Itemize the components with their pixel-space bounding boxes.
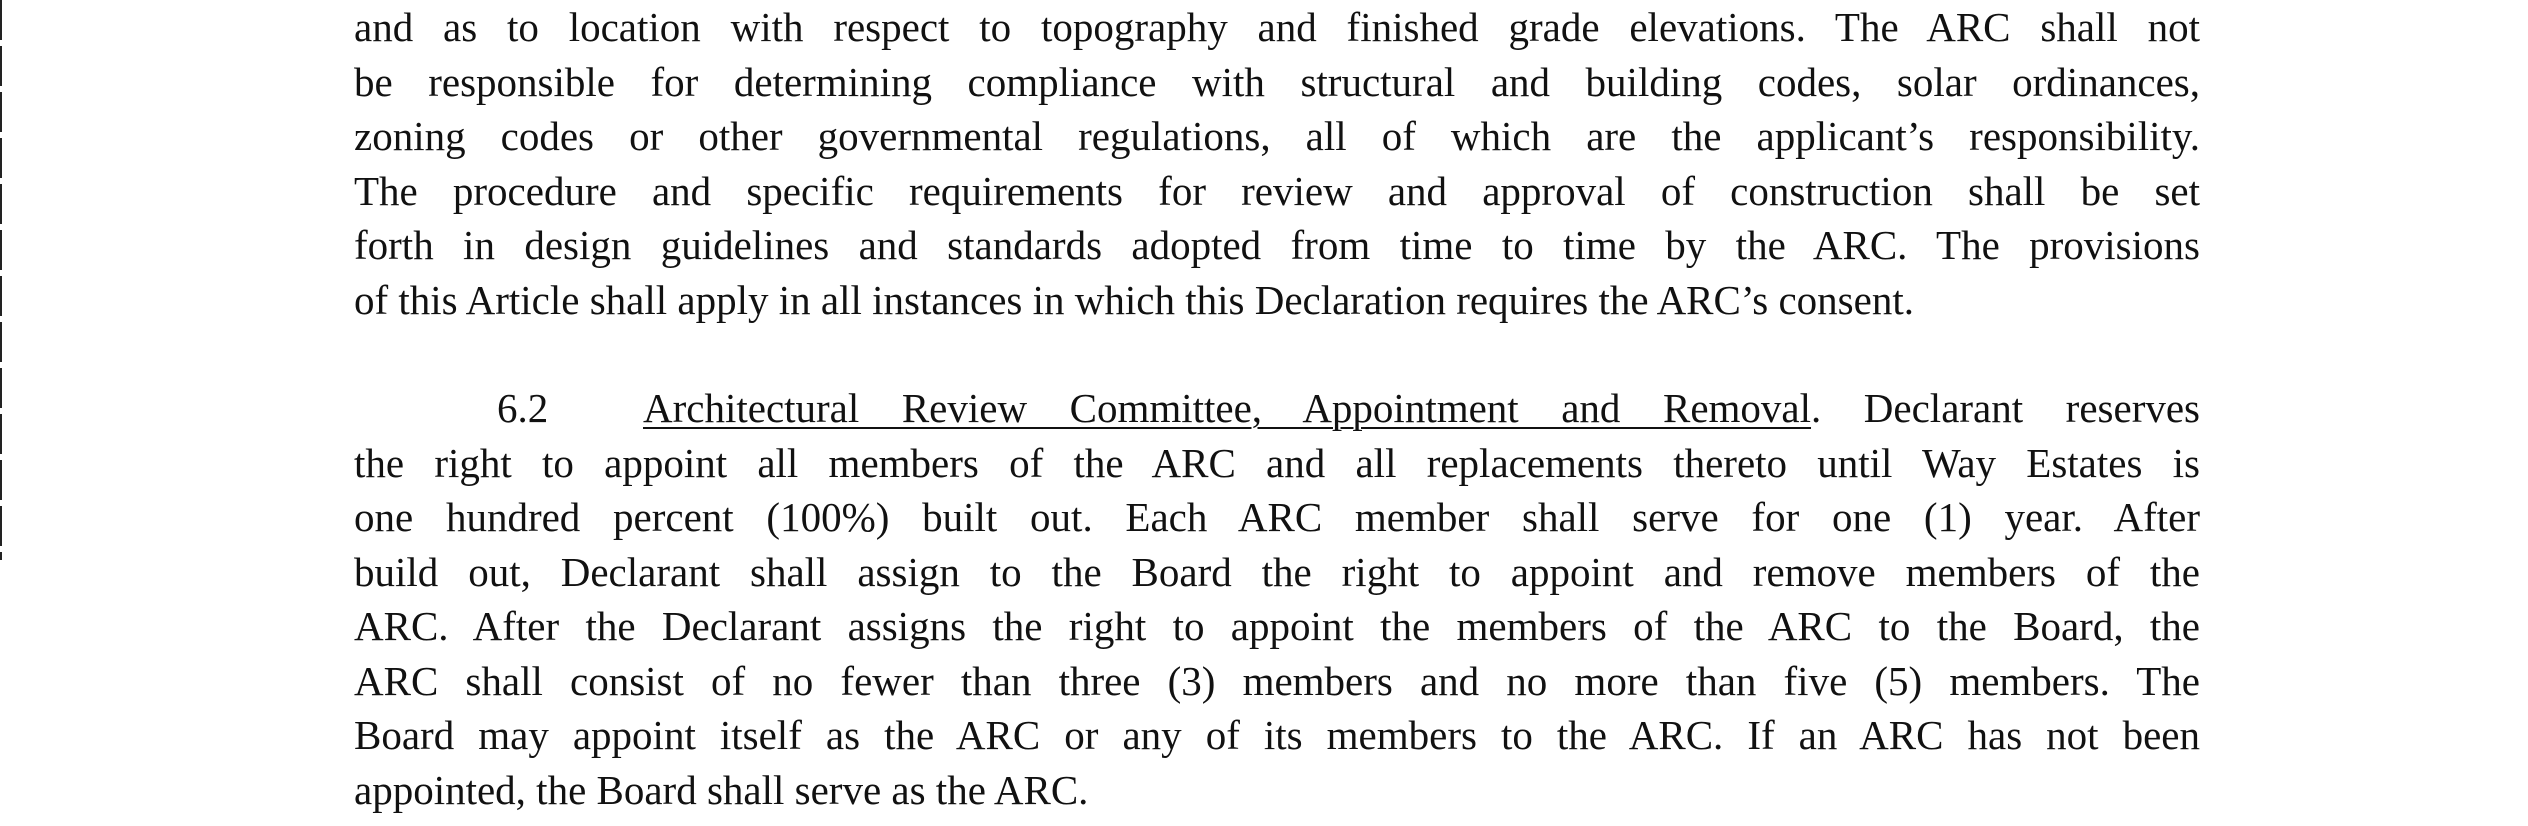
section-line: build out, Declarant shall assign to the Board the right to appoint and remove members of the bbox=[354, 548, 2200, 595]
paragraph-line: and as to location with respect to topography and finished grade elevations. The ARC shall not bbox=[354, 4, 2200, 50]
section-line: one hundred percent (100%) built out. Each ARC member shall serve for one (1) year. After bbox=[354, 494, 2200, 540]
document-body bbox=[354, 0, 2200, 817]
paragraph-spacer bbox=[354, 327, 2200, 381]
left-margin-rule bbox=[0, 0, 2, 560]
section-heading-line bbox=[354, 381, 2200, 436]
paragraph-line: forth in design guidelines and standards adopted from time to time by the ARC. The provisions bbox=[354, 222, 2200, 268]
section-line: ARC shall consist of no fewer than three (3) members and no more than five (5) members. The bbox=[354, 657, 2200, 704]
paragraph-line: zoning codes or other governmental regulations, all of which are the applicant’s responsibility. bbox=[354, 113, 2200, 159]
section-line: ARC. After the Declarant assigns the right to appoint the members of the ARC to the Board, the bbox=[354, 603, 2200, 649]
continued-paragraph bbox=[354, 0, 2200, 327]
section-number: 6.2 bbox=[497, 385, 549, 431]
section-title-tail: . Declarant reserves bbox=[1811, 385, 2200, 431]
paragraph-line: The procedure and specific requirements for review and approval of construction shall be set bbox=[354, 167, 2200, 214]
paragraph-line: be responsible for determining compliance with structural and building codes, solar ordinances, bbox=[354, 58, 2200, 105]
section-line: Board may appoint itself as the ARC or any of its members to the ARC. If an ARC has not been bbox=[354, 712, 2200, 758]
paragraph-line: of this Article shall apply in all instances in which this Declaration requires the ARC’s consent. bbox=[354, 276, 1914, 323]
section-title: Architectural Review Committee, Appointment and Removal bbox=[643, 385, 1812, 431]
section-line: the right to appoint all members of the ARC and all replacements thereto until Way Estates is bbox=[354, 439, 2200, 486]
section-6-2 bbox=[354, 381, 2200, 817]
section-line: appointed, the Board shall serve as the ARC. bbox=[354, 766, 1089, 813]
